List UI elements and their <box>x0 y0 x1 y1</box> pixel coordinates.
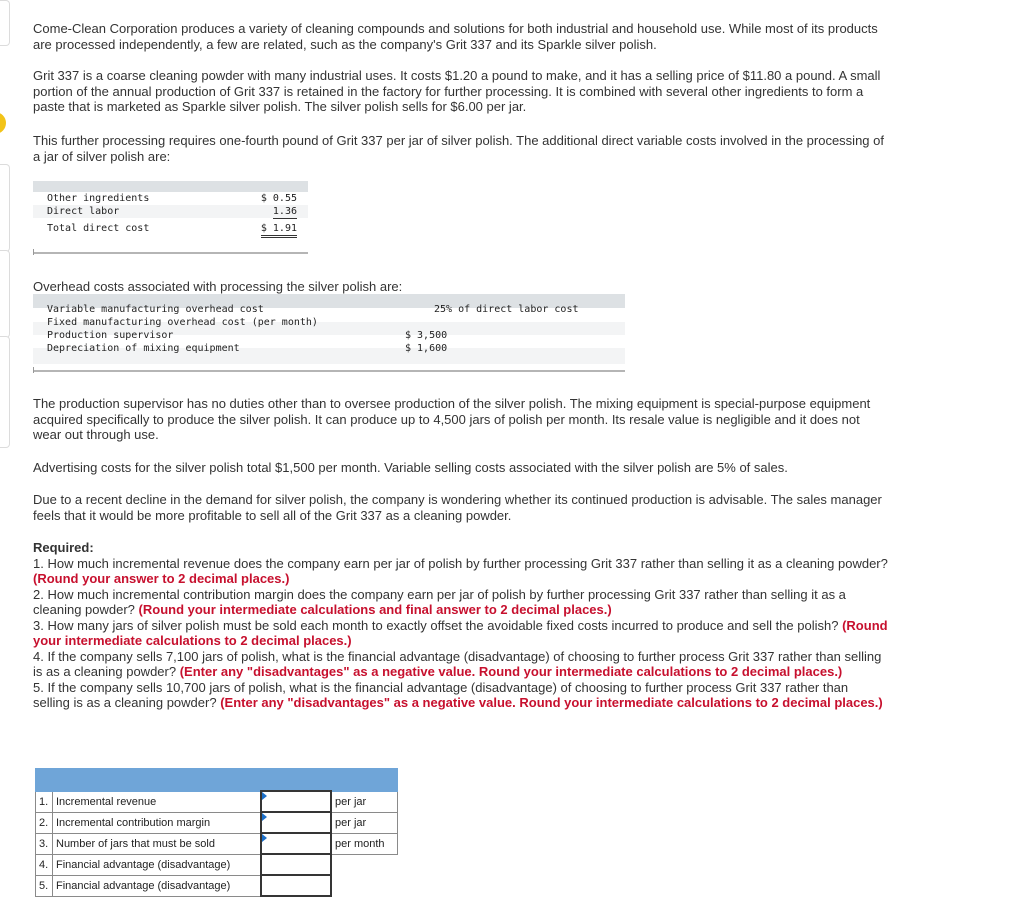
answer-input-2[interactable] <box>262 813 330 832</box>
answer-row-1: 1. Incremental revenue per jar <box>36 791 398 812</box>
overhead-row: Fixed manufacturing overhead cost (per month) <box>33 322 625 335</box>
progress-marker <box>0 112 6 134</box>
direct-cost-table <box>33 181 308 235</box>
answer-input-5[interactable] <box>262 876 330 895</box>
answer-input-1[interactable] <box>262 792 330 811</box>
side-tab-3 <box>0 250 10 338</box>
answer-row-5: 5. Financial advantage (disadvantage) <box>36 875 398 896</box>
answer-row-4: 4. Financial advantage (disadvantage) <box>36 854 398 875</box>
answer-input-3[interactable] <box>262 834 330 853</box>
cost-row: Direct labor 1.36 <box>33 205 308 218</box>
side-tab-4 <box>0 336 10 448</box>
overhead-table <box>33 294 625 364</box>
overhead-row: Variable manufacturing overhead cost 25% of direct labor cost <box>47 304 579 315</box>
answer-table <box>35 768 398 897</box>
body-paragraph-4: The production supervisor has no duties other than to oversee production of the silver polish. The mixing equipment is special-purpose equipment acquired specifically to produce the silver polish. It can produce up to 4,500 jars of polish per month. Its resale value is negligible and it does not wear out through use. <box>33 396 871 442</box>
body-paragraph-5: Advertising costs for the silver polish total $1,500 per month. Variable selling costs associated with the silver polish are 5% of sales. <box>33 460 788 475</box>
answer-table-header <box>36 769 398 792</box>
body-paragraph-6: Due to a recent decline in the demand for silver polish, the company is wondering whether its continued production is advisable. The sales manager feels that it would be more profitable to sell all of the Grit 337 as a cleaning powder. <box>33 492 882 523</box>
overhead-row: Production supervisor $ 3,500 <box>47 329 448 341</box>
answer-input-4[interactable] <box>262 855 330 874</box>
intro-paragraph-3: This further processing requires one-fourth pound of Grit 337 per jar of silver polish. The additional direct variable costs involved in the processing of a jar of silver polish are: <box>33 133 884 164</box>
divider <box>33 252 308 254</box>
total-row: Total direct cost $ 1.91 <box>33 222 308 235</box>
intro-paragraph-2: Grit 337 is a coarse cleaning powder with many industrial uses. It costs $1.20 a pound to make, and it has a selling price of $11.80 a pound. A small portion of the annual production of Grit 337 is retained in the factory for further processing. It is combined with several other ingredients to form a paste that is marketed as Sparkle silver polish. The silver polish sells for $6.00 per jar. <box>33 68 881 114</box>
required-section <box>33 540 888 711</box>
required-heading: Required: <box>33 540 94 555</box>
answer-row-3: 3. Number of jars that must be sold per month <box>36 833 398 854</box>
side-tab-2 <box>0 164 10 252</box>
overhead-intro: Overhead costs associated with processing the silver polish are: <box>33 279 403 294</box>
overhead-row: Depreciation of mixing equipment $ 1,600 <box>33 348 625 364</box>
question-4: 4. If the company sells 7,100 jars of polish, what is the financial advantage (disadvantage) of choosing to further process Grit 337 rather than selling is as a cleaning powder? (Enter any "disadvantages" as a negative value. Round your intermediate calculations to 2 decimal places.) <box>33 648 882 679</box>
intro-paragraph-1: Come-Clean Corporation produces a variety of cleaning compounds and solutions for both industrial and household use. While most of its products are processed independently, a few are related, such as the company's Grit 337 and its Sparkle silver polish. <box>33 21 878 52</box>
side-tab-1 <box>0 0 10 46</box>
question-2: 2. How much incremental contribution margin does the company earn per jar of polish by further processing Grit 337 rather than selling it as a cleaning powder? (Round your intermediate calculations and final answer to 2 decimal places.) <box>33 586 846 617</box>
answer-row-2: 2. Incremental contribution margin per jar <box>36 812 398 833</box>
question-1: 1. How much incremental revenue does the company earn per jar of polish by further processing Grit 337 rather than selling it as a cleaning powder? (Round your answer to 2 decimal places.) <box>33 555 888 586</box>
cost-row: Other ingredients $ 0.55 <box>47 193 297 204</box>
question-3: 3. How many jars of silver polish must be sold each month to exactly offset the avoidable fixed costs incurred to produce and sell the polish? (Round your intermediate calculations to 2 decimal places.) <box>33 617 888 648</box>
divider <box>33 370 625 372</box>
question-5: 5. If the company sells 10,700 jars of polish, what is the financial advantage (disadvantage) of choosing to further process Grit 337 rather than selling is as a cleaning powder? (Enter any "disadvantages" as a negative value. Round your intermediate calculations to 2 decimal places.) <box>33 679 883 710</box>
